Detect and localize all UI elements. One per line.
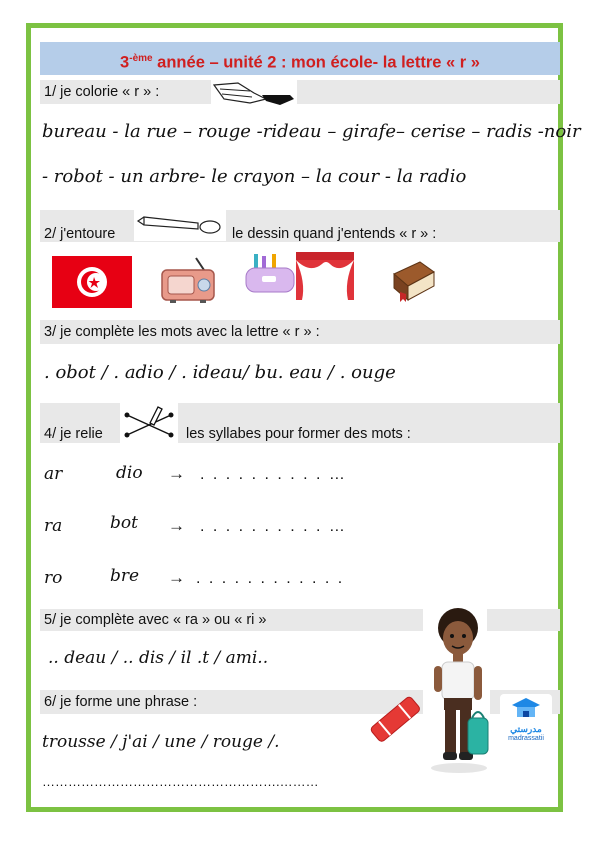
ex2-label-b: le dessin quand j'entends « r » : bbox=[232, 226, 437, 242]
ex6-answer-line[interactable]: ……………………………………………….……… bbox=[42, 774, 319, 789]
ex4-row1-left: ar bbox=[44, 464, 63, 484]
ex5-label: 5/ je complète avec « ra » ou « ri » bbox=[44, 612, 267, 628]
book-picture bbox=[390, 258, 438, 304]
ex4-row3-left: ro bbox=[44, 568, 63, 588]
ex4-row3-arrow: → bbox=[168, 568, 185, 587]
ex4-row1-arrow: → bbox=[168, 464, 185, 483]
pencil-case-picture bbox=[244, 252, 298, 296]
ex2-label-a: 2/ j'entoure bbox=[44, 226, 116, 242]
radio-picture bbox=[160, 254, 216, 304]
ex3-label: 3/ je complète les mots avec la lettre « r » : bbox=[44, 324, 320, 340]
ex1-words-line1: bureau - la rue – rouge -rideau – girafe– cerise – radis -noir bbox=[42, 121, 581, 142]
logo-latin: madrassatii bbox=[508, 735, 544, 742]
ex6-words: trousse / j'ai / une / rouge /. bbox=[42, 732, 280, 752]
ex5-words: .. deau / .. dis / il .t / ami.. bbox=[48, 648, 269, 668]
ex4-label-a: 4/ je relie bbox=[44, 426, 103, 442]
logo-arabic: مدرستي bbox=[510, 724, 542, 734]
ex4-row1-answer[interactable]: . . . . . . . . . . … bbox=[200, 466, 347, 483]
page-title bbox=[40, 42, 560, 75]
tunisia-flag-picture bbox=[52, 256, 132, 308]
ex4-row3-answer[interactable]: . . . . . . . . . . . . bbox=[196, 570, 345, 587]
title-superscript: -ème bbox=[129, 53, 153, 64]
ex4-row1-right: dio bbox=[116, 463, 143, 483]
ex3-words: . obot / . adio / . ideau/ bu. eau / . ouge bbox=[44, 362, 396, 383]
ex4-row2-right: bot bbox=[110, 513, 138, 533]
logo-mark-icon bbox=[511, 697, 541, 719]
title-prefix: 3 bbox=[120, 53, 130, 72]
madrassatii-logo bbox=[500, 694, 552, 746]
ex4-row2-answer[interactable]: . . . . . . . . . . … bbox=[200, 518, 347, 535]
pencil-icon bbox=[134, 209, 226, 241]
title-rest: année – unité 2 : mon école- la lettre « r » bbox=[152, 53, 480, 72]
ex1-words-line2: - robot - un arbre- le crayon – la cour - la radio bbox=[42, 166, 467, 187]
ex5-band-right bbox=[487, 609, 560, 631]
eraser-picture bbox=[368, 696, 424, 744]
link-pen-icon bbox=[120, 403, 178, 443]
ex1-label: 1/ je colorie « r » : bbox=[44, 84, 160, 100]
coloring-hand-icon bbox=[210, 79, 298, 107]
curtain-picture bbox=[296, 252, 354, 300]
ex4-row3-right: bre bbox=[110, 566, 140, 586]
ex6-label: 6/ je forme une phrase : bbox=[44, 694, 198, 710]
ex4-row2-left: ra bbox=[44, 516, 63, 536]
schoolboy-illustration bbox=[424, 606, 494, 774]
ex4-row2-arrow: → bbox=[168, 516, 185, 535]
ex4-label-b: les syllabes pour former des mots : bbox=[186, 426, 411, 442]
